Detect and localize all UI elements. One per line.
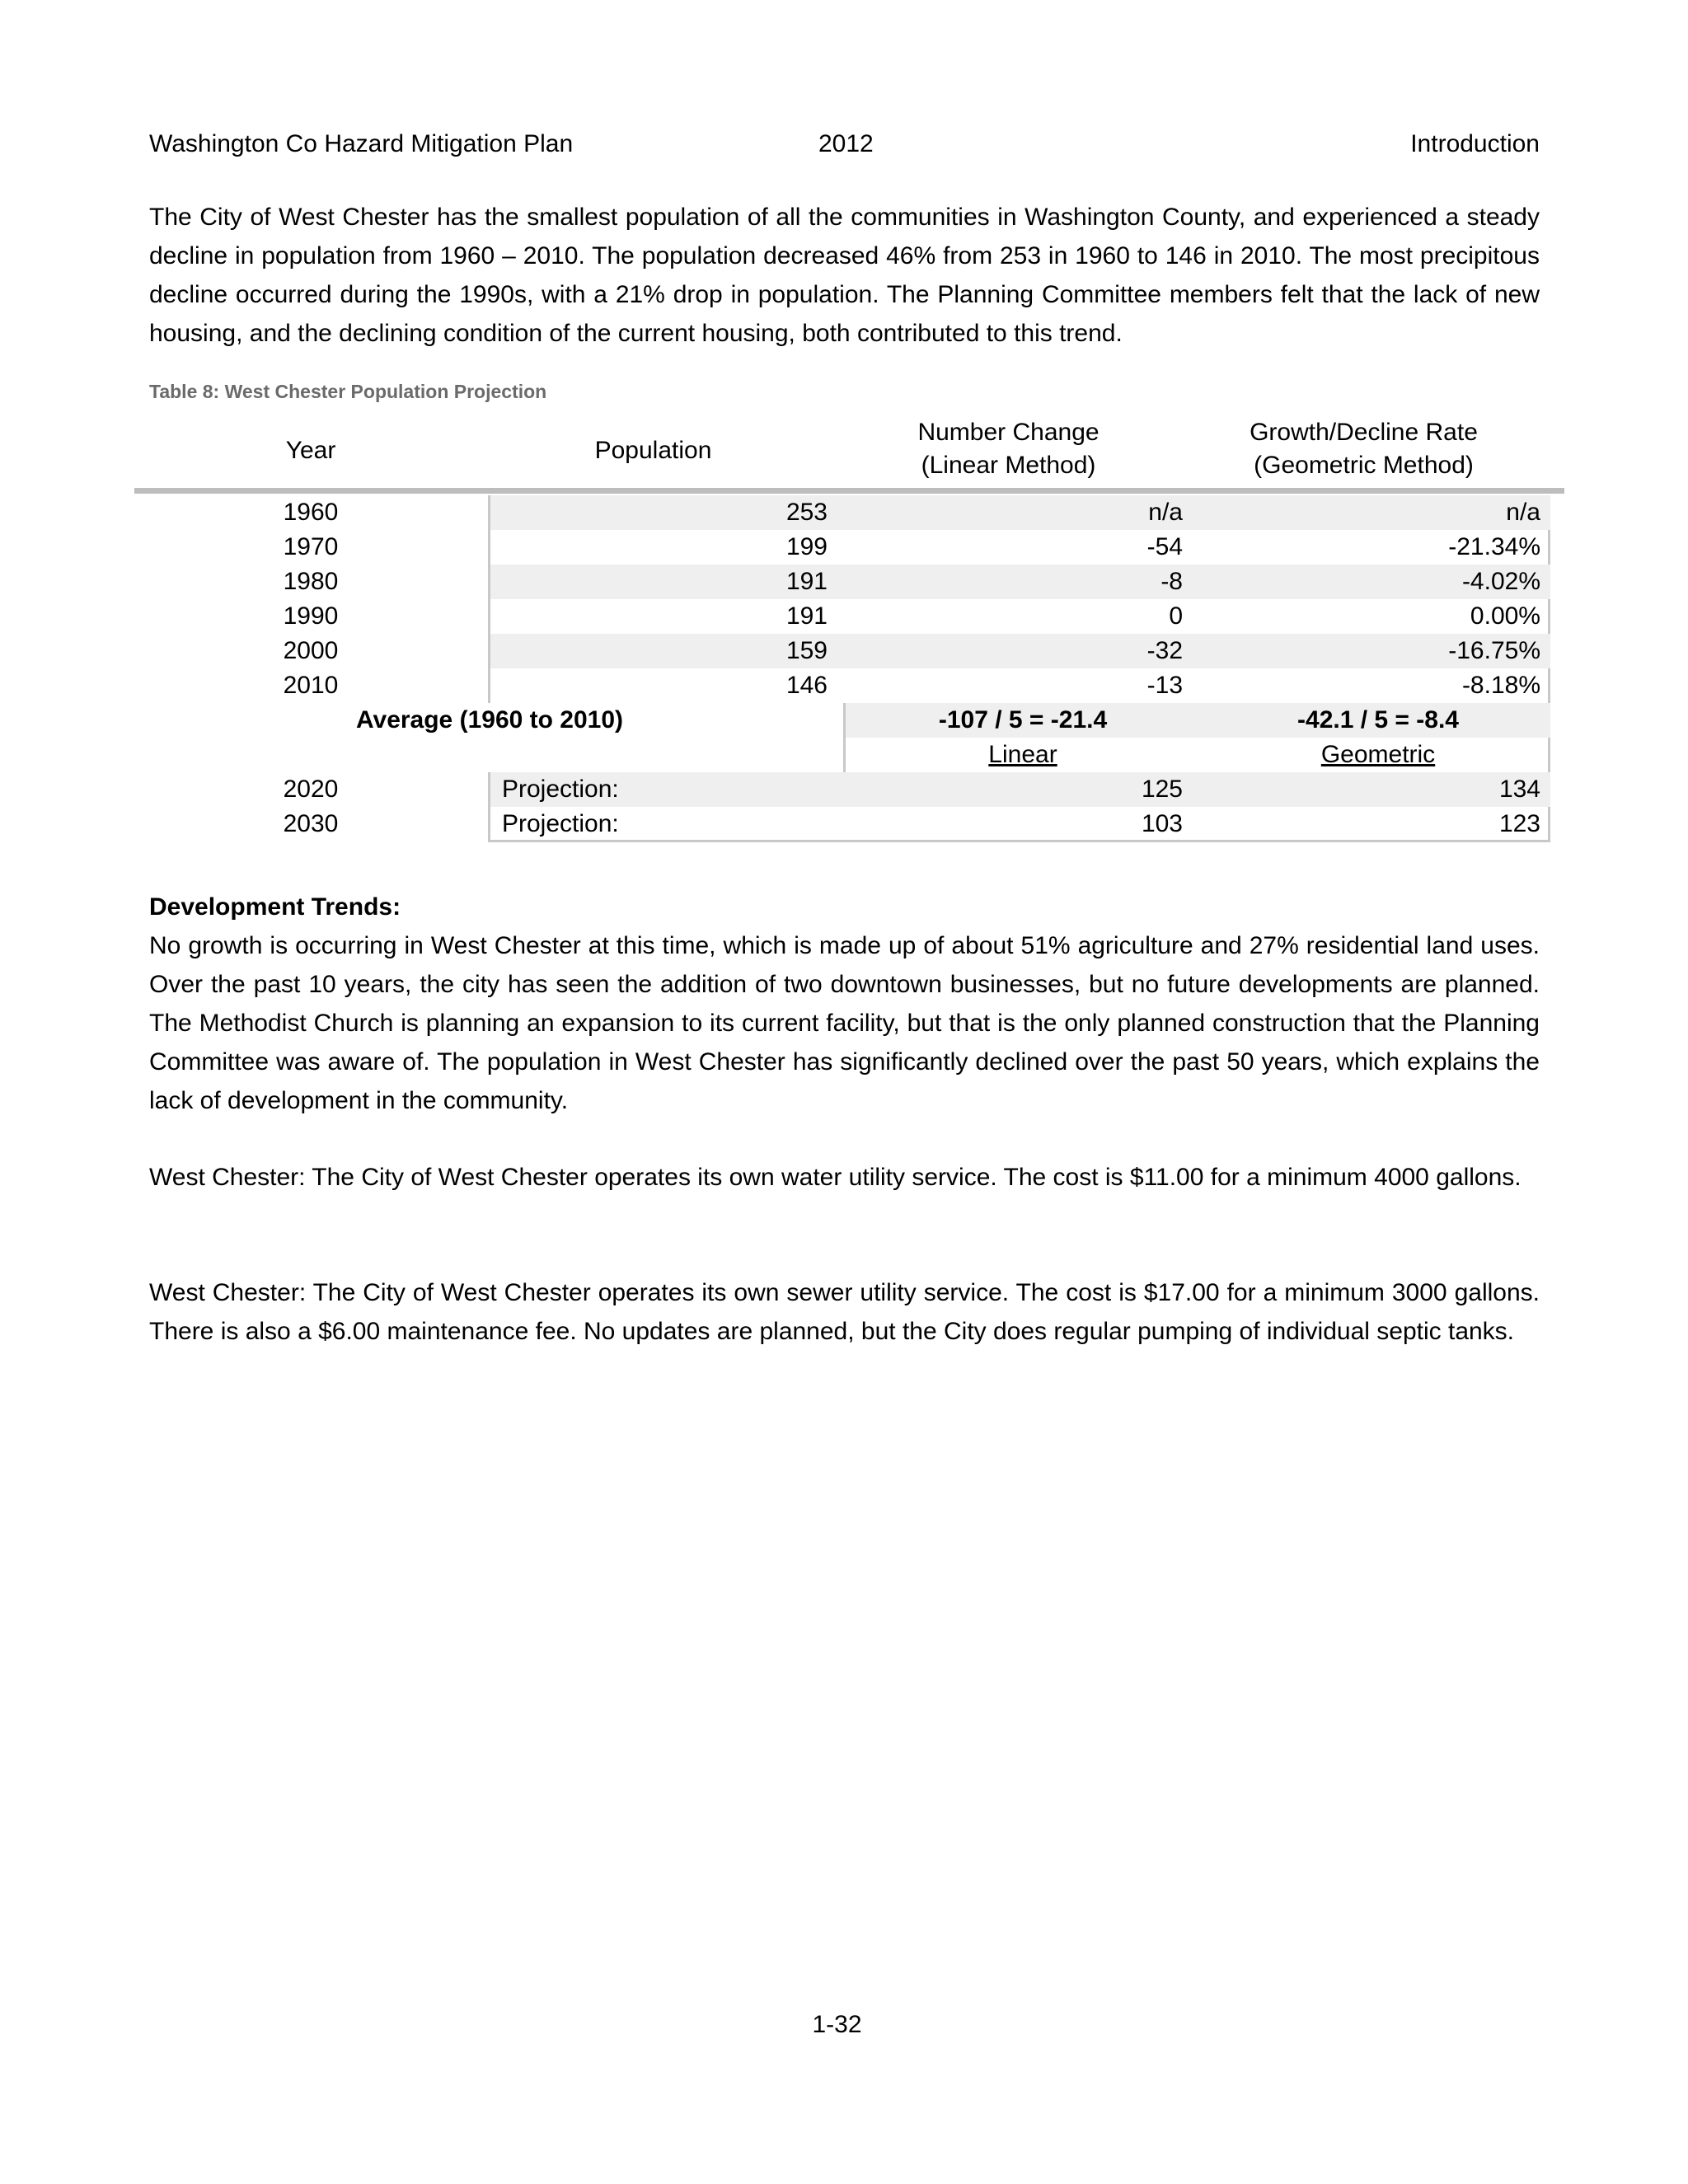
table-row [149,668,1550,703]
linear-change-cell: n/a [1148,499,1183,526]
development-trends-heading: Development Trends: [149,893,401,921]
year-cell: 1970 [283,533,339,560]
geometric-rate-cell: 0.00% [1470,602,1540,630]
header-geometric-line2: (Geometric Method) [1254,452,1474,479]
linear-projection-cell: 103 [1141,810,1183,837]
table-caption: Table 8: West Chester Population Projection [149,381,547,402]
table-row [149,565,1550,599]
geometric-projection-cell: 123 [1498,810,1540,837]
projection-label: Projection: [502,776,619,803]
method-label-row [149,738,1550,772]
year-cell: 1980 [283,568,339,595]
linear-change-cell: -54 [1146,533,1183,560]
average-row [149,703,1550,738]
page-number: 1-32 [812,2011,862,2038]
table-row [149,599,1550,634]
linear-method-label: Linear [988,741,1057,768]
geometric-rate-cell: -4.02% [1461,568,1540,595]
population-table [149,495,1550,841]
header-linear-line1: Number Change [917,419,1100,446]
header-title: Washington Co Hazard Mitigation Plan [149,130,574,157]
geometric-rate-cell: -16.75% [1448,637,1540,664]
table-row [149,530,1550,565]
sewer-utility-paragraph: West Chester: The City of West Chester operates its own sewer utility service. The cost is $17.00 for a minimum 3000 gallons. There is also a $6.00 maintenance fee. No updates are planned, but the City does regular pumping of individual septic tanks. [149,1279,1540,1345]
projection-row [149,772,1550,807]
header-population-col: Population [594,437,712,464]
year-cell: 2000 [283,637,339,664]
header-rule [134,488,1564,494]
header-geometric-col [1201,416,1526,482]
population-cell: 199 [785,533,828,560]
linear-change-cell: -8 [1160,568,1183,595]
header-year: 2012 [818,130,874,157]
population-cell: 191 [785,568,828,595]
linear-projection-cell: 125 [1141,776,1183,803]
geometric-rate-cell: -21.34% [1448,533,1540,560]
projection-label: Projection: [502,810,619,837]
population-cell: 191 [785,602,828,630]
table-row [149,634,1550,668]
linear-change-cell: -32 [1146,637,1183,664]
intro-paragraph: The City of West Chester has the smallest population of all the communities in Washington County, and experienced a steady decline in population from 1960 – 2010. The population decreased 46% from 253 in 1960 to 146 in 2010. The most precipitous decline occurred during the 1990s, with a 21% drop in population. The Planning Committee members felt that the lack of new housing, and the declining condition of the current housing, both contributed to this trend. [149,204,1540,347]
header-linear-col [846,416,1171,482]
geometric-method-label: Geometric [1320,741,1436,768]
geometric-projection-cell: 134 [1498,776,1540,803]
table-row [149,495,1550,530]
population-cell: 253 [785,499,828,526]
year-cell: 1960 [283,499,339,526]
header-section: Introduction [1410,130,1540,157]
average-label: Average (1960 to 2010) [355,706,624,733]
linear-change-cell: 0 [1169,602,1183,630]
year-cell: 2020 [283,776,339,803]
development-paragraph: No growth is occurring in West Chester at this time, which is made up of about 51% agriculture and 27% residential land uses. Over the past 10 years, the city has seen the addition of two downtown businesses, but no future developments are planned. The Methodist Church is planning an expansion to its current facility, but that is the only planned construction that the Planning Committee was aware of. The population in West Chester has significantly declined over the past 50 years, which explains the lack of development in the community. [149,932,1540,1114]
table-header [149,416,1550,490]
year-cell: 2010 [283,672,339,699]
header-geometric-line1: Growth/Decline Rate [1250,419,1478,446]
population-cell: 159 [785,637,828,664]
projection-row [149,807,1550,841]
population-cell: 146 [785,672,828,699]
header-linear-line2: (Linear Method) [921,452,1096,479]
water-utility-paragraph: West Chester: The City of West Chester operates its own water utility service. The cost is $11.00 for a minimum 4000 gallons. [149,1164,1522,1191]
header-year-col: Year [285,437,336,464]
geometric-rate-cell: n/a [1506,499,1540,526]
linear-change-cell: -13 [1146,672,1183,699]
average-geometric: -42.1 / 5 = -8.4 [1297,706,1459,733]
average-linear: -107 / 5 = -21.4 [938,706,1108,733]
year-cell: 2030 [283,810,339,837]
document-page [149,0,1540,2184]
geometric-rate-cell: -8.18% [1461,672,1540,699]
year-cell: 1990 [283,602,339,630]
